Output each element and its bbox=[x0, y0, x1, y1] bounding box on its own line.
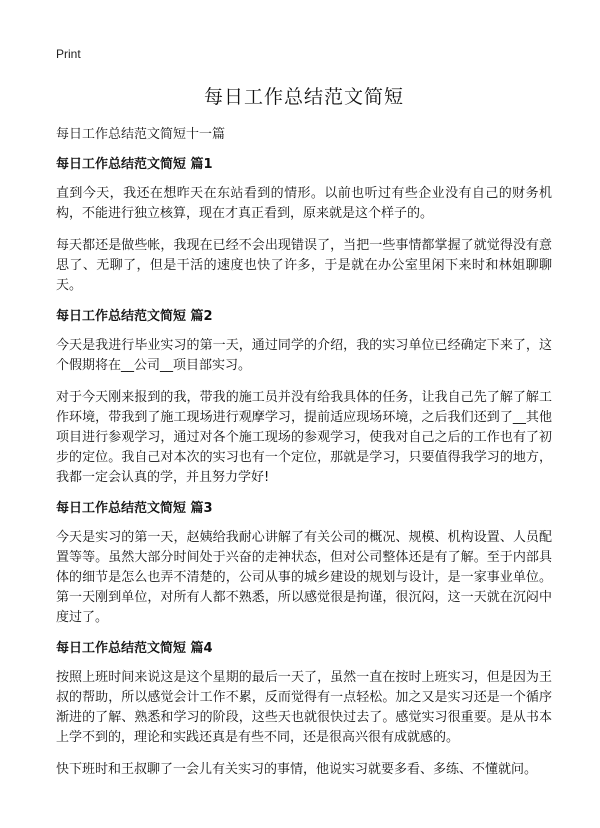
section-paragraph: 对于今天刚来报到的我，带我的施工员并没有给我具体的任务，让我自己先了解了解工作环境，带我到了施工现场进行观摩学习，提前适应现场环境，之后我们还到了__其他项目进行参观学习，通过对各个施工现场的参观学习，使我对自己之后的工作也有了初步的定位。我自己对本次的实习也有一个定位，那就是学习，只要值得我学习的地方，我都一定会认真的学，并且努力学好! bbox=[56, 390, 552, 485]
section-paragraph: 今天是实习的第一天，赵姨给我耐心讲解了有关公司的概况、规模、机构设置、人员配置等等。虽然大部分时间处于兴奋的走神状态，但对公司整体还是有了解。至于内部具体的细节是怎么也弄不清楚的，公司从事的城乡建设的规划与设计，是一家事业单位。第一天刚到单位，对所有人都不熟悉，所以感觉很是拘谨，很沉闷，这一天就在沉闷中度过了。 bbox=[56, 530, 552, 625]
document-subtitle: 每日工作总结范文简短十一篇 bbox=[56, 127, 226, 142]
section-heading: 每日工作总结范文简短 篇3 bbox=[56, 501, 213, 516]
section-heading: 每日工作总结范文简短 篇1 bbox=[56, 157, 213, 172]
section-paragraph: 直到今天，我还在想昨天在东站看到的情形。以前也听过有些企业没有自己的财务机构，不能进行独立核算，现在才真正看到，原来就是这个样子的。 bbox=[56, 186, 552, 221]
section-heading: 每日工作总结范文简短 篇2 bbox=[56, 309, 213, 324]
section-3 bbox=[56, 500, 552, 628]
section-paragraph: 每天都还是做些帐，我现在已经不会出现错误了，当把一些事情都掌握了就觉得没有意思了、无聊了，但是干活的速度也快了许多，于是就在办公室里闲下来时和林姐聊聊天。 bbox=[56, 238, 552, 293]
section-2 bbox=[56, 308, 552, 488]
document-title: 每日工作总结范文简短 bbox=[203, 86, 404, 108]
section-1 bbox=[56, 156, 552, 296]
section-paragraph: 今天是我进行毕业实习的第一天，通过同学的介绍，我的实习单位已经确定下来了，这个假期将在__公司__项目部实习。 bbox=[56, 338, 552, 373]
section-paragraph: 快下班时和王叔聊了一会儿有关实习的事情，他说实习就要多看、多练、不懂就问。 bbox=[56, 762, 538, 777]
section-paragraph: 按照上班时间来说这是这个星期的最后一天了，虽然一直在按时上班实习，但是因为王叔的帮助，所以感觉会计工作不累，反而觉得有一点轻松。加之又是实习还是一个循序渐进的了解、熟悉和学习的阶段，这些天也就很快过去了。感觉实习很重要。是从书本上学不到的，理论和实践还真是有些不同，还是很高兴很有成就感的。 bbox=[56, 670, 552, 745]
print-link[interactable]: Print bbox=[56, 47, 81, 61]
section-4 bbox=[56, 640, 552, 780]
section-heading: 每日工作总结范文简短 篇4 bbox=[56, 641, 213, 656]
